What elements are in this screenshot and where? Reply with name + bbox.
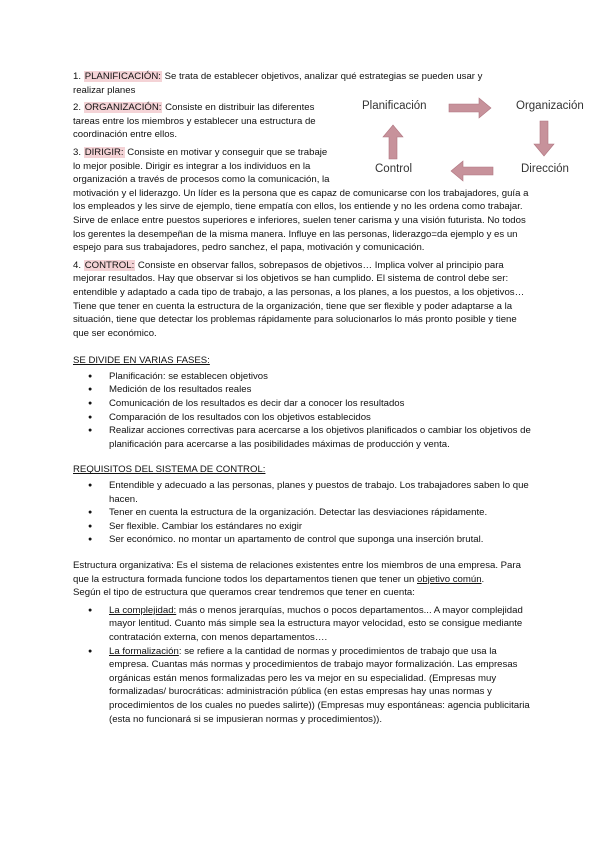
keyword-organizacion: ORGANIZACIÓN: bbox=[84, 102, 162, 114]
diagram-label-direccion: Dirección bbox=[521, 163, 569, 175]
section-planificacion: 1. PLANIFICACIÓN: Se trata de establecer objetivos, analizar qué estrategias se pueden usar y realizar planes bbox=[73, 71, 483, 96]
diagram-label-control: Control bbox=[375, 163, 413, 175]
requisitos-list bbox=[73, 479, 533, 547]
list-item: ● Medición de los resultados reales bbox=[109, 383, 533, 397]
document-page bbox=[73, 70, 533, 726]
fases-list bbox=[73, 370, 533, 452]
diagram-label-planificacion: Planificación bbox=[362, 100, 427, 112]
section-organizacion: 2. ORGANIZACIÓN: Consiste en distribuir las diferentes tareas entre los miembros y establecer una estructura de coordinación entre ellos. bbox=[73, 102, 316, 141]
section-dirigir: 3. DIRIGIR: Consiste en motivar y conseguir que se trabaje lo mejor posible. Dirigir es integrar a los individuos en la organización a través de procesos como la comunicación, la motivación y el liderazgo. Un líder es la persona que es capaz de comunicarse con los trabajadores, guía a los empleados y les sirve de ejemplo, tiene empatía con ellos, los entiende y no les ordena como trabajar. Sirve de enlace entre puestos superiores e inferiores, suelen tener carisma y una visión futurista. No todos los gerentes la desempeñan de la misma manera. Influye en las personas, liderazgo=da ejemplo y es un espejo para sus trabajadores, pedro sanchez, el papa, motivación y comunicación. bbox=[73, 146, 529, 254]
estructura-list bbox=[73, 604, 533, 726]
list-item: ● Planificación: se establecen objetivos bbox=[109, 370, 533, 384]
list-item: ● Realizar acciones correctivas para acercarse a los objetivos planificados o cambiar los objetivos de planificación para acercarse a las posibilidades máximas de producción y venta. bbox=[109, 424, 533, 451]
objetivo-comun-link: objetivo común bbox=[417, 573, 482, 585]
diagram-label-organizacion: Organización bbox=[516, 100, 584, 112]
requisitos-heading: REQUISITOS DEL SISTEMA DE CONTROL: bbox=[73, 464, 266, 476]
keyword-dirigir: DIRIGIR: bbox=[84, 146, 124, 158]
keyword-planificacion: PLANIFICACIÓN: bbox=[84, 71, 161, 82]
list-item: ● Comunicación de los resultados es decir dar a conocer los resultados bbox=[109, 397, 533, 411]
list-item: ● Ser económico. no montar un apartamento de control que suponga una inserción brutal. bbox=[109, 533, 533, 547]
formalizacion-term: La formalización bbox=[109, 645, 179, 657]
estructura-intro: Estructura organizativa: Es el sistema de relaciones existentes entre los miembros de una empresa. Para que la estructura formada funcione todos los departamentos tienen que tener un objetivo común. Según el tipo de estructura que queramos crear tendremos que tener en cuenta: bbox=[73, 560, 521, 599]
list-item: ● Tener en cuenta la estructura de la organización. Detectar las desviaciones rápidamente. bbox=[109, 506, 533, 520]
list-item: ● Entendible y adecuado a las personas, planes y puestos de trabajo. Los trabajadores saben lo que hacen. bbox=[109, 479, 533, 506]
keyword-control: CONTROL: bbox=[84, 259, 135, 271]
arrow-down-icon bbox=[534, 121, 554, 156]
list-item: ● La formalización: se refiere a la cantidad de normas y procedimientos de trabajo que usa la empresa. Cuantas más normas y procedimientos de trabajo mayor formalización. Las empresas orgánicas están menos formalizadas pero les va mejor en su especialidad. (Empresas muy formalizadas/ burocráticas: administración pública (en estas empresas hay unas normas y procedimientos de los cuales no puedes salirte)) (Empresas muy espontáneas: agencia publicitaria (esta no funcionará si se impusieran normas y procedimientos)). bbox=[109, 645, 533, 727]
list-item: ● Ser flexible. Cambiar los estándares no exigir bbox=[109, 520, 533, 534]
list-item: ● La complejidad: más o menos jerarquías, muchos o pocos departamentos... A mayor complejidad mayor lentitud. Cuanto más simple sea la estructura mayor velocidad, esto se consigue mediante contratación externa, con menos departamentos…. bbox=[109, 604, 533, 645]
list-item: ● Comparación de los resultados con los objetivos establecidos bbox=[109, 411, 533, 425]
section-control: 4. CONTROL: Consiste en observar fallos, sobrepasos de objetivos… Implica volver al principio para mejorar resultados. Hay que observar si los objetivos se han cumplido. El sistema de control debe ser: entendible y adaptado a cada tipo de trabajo, a las personas, a los planes, a los puestos, a los objetivos… Tiene que tener en cuenta la estructura de la organización, tiene que ser flexible y poder adaptarse a la situación, tiene que detectar los problemas rápidamente para solucionarlos lo más pronto posible y tiene que ser económico. bbox=[73, 259, 525, 339]
fases-heading: SE DIVIDE EN VARIAS FASES: bbox=[73, 355, 210, 367]
complejidad-term: La complejidad: bbox=[109, 604, 177, 616]
